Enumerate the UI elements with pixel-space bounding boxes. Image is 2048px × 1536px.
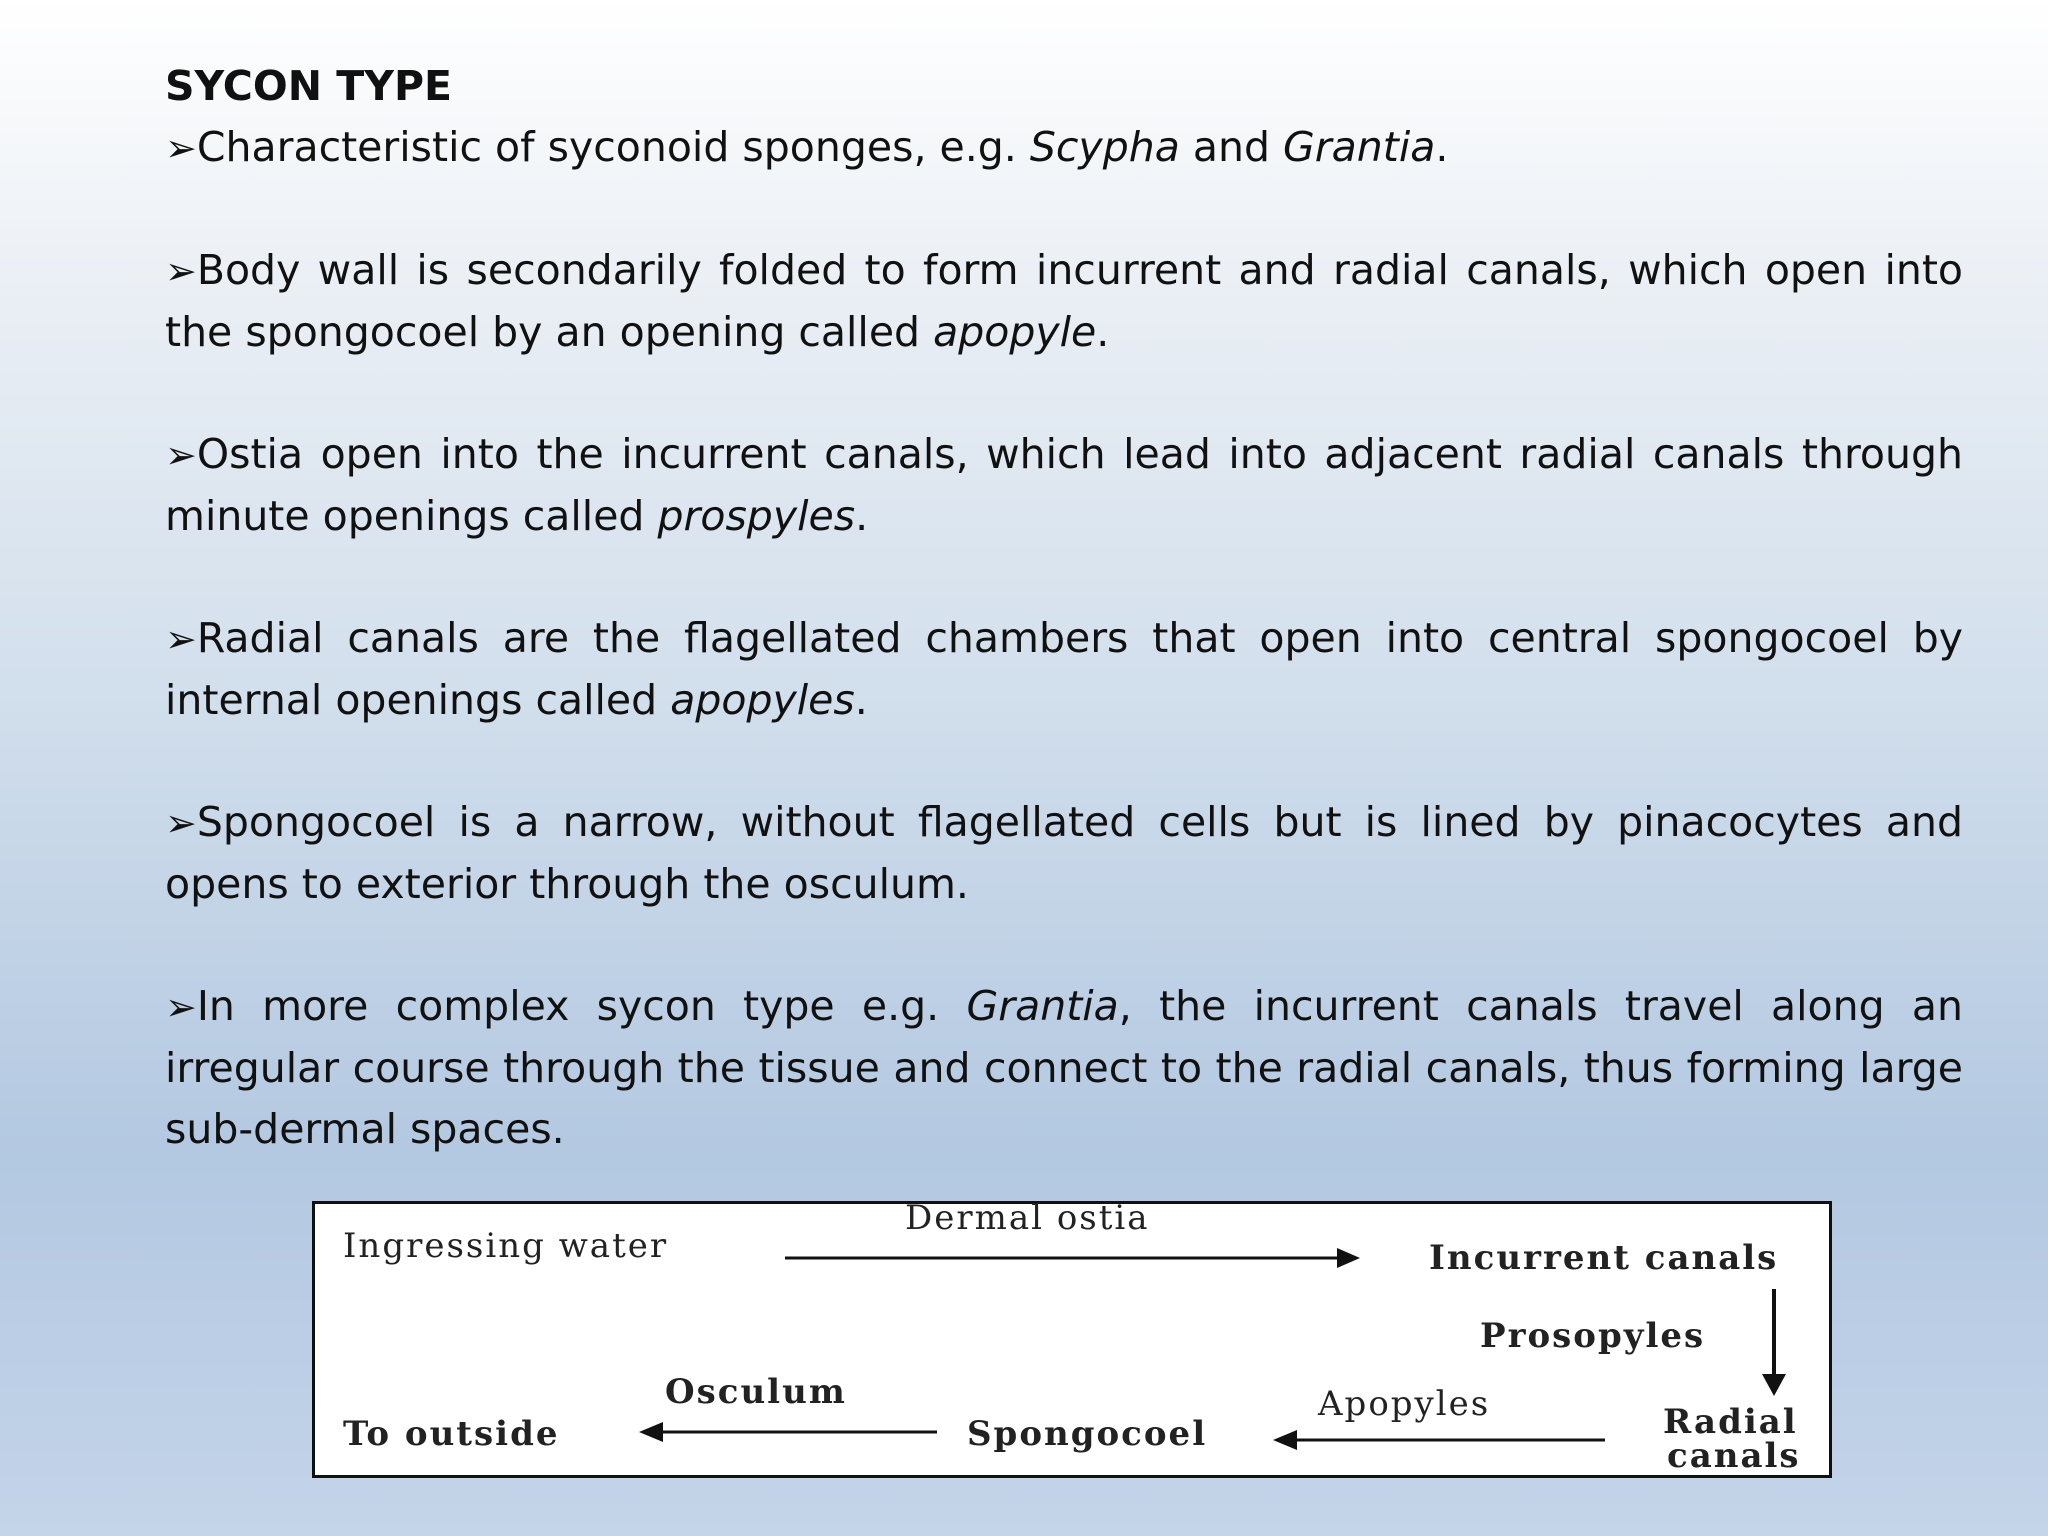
italic-term: Grantia: [1283, 123, 1436, 171]
to-outside-label: To outside: [343, 1414, 560, 1454]
spongocoel-label: Spongocoel: [967, 1414, 1208, 1454]
slide-content: [165, 56, 1963, 1160]
bullet-text: Spongocoel is a narrow, without flagellated cells but is lined by pinacocytes and opens to exterior through the osculum.: [165, 798, 1963, 908]
bullet-list: [165, 117, 1963, 1160]
arrowhead-right: [1337, 1248, 1360, 1268]
bullet-text: Radial canals are the flagellated chambers that open into central spongocoel by internal openings called: [165, 614, 1963, 724]
italic-term: apopyles: [670, 676, 855, 724]
bullet-text: .: [854, 676, 868, 724]
italic-term: Grantia: [966, 982, 1119, 1030]
bullet-arrow-icon: ➢: [165, 985, 197, 1029]
bullet-point: [165, 976, 1963, 1160]
bullet-point: [165, 608, 1963, 731]
dermal-ostia-label: Dermal ostia: [905, 1198, 1150, 1238]
bullet-text: and: [1179, 123, 1284, 171]
bullet-text: .: [1096, 308, 1110, 356]
incurrent-canals-label: Incurrent canals: [1429, 1238, 1779, 1278]
bullet-text: Body wall is secondarily folded to form incurrent and radial canals, which open into the spongocoel by an opening called: [165, 246, 1963, 356]
italic-term: prospyles: [657, 492, 856, 540]
bullet-text: Ostia open into the incurrent canals, which lead into adjacent radial canals through minute openings called: [165, 430, 1963, 540]
bullet-arrow-icon: ➢: [165, 249, 197, 293]
bullet-text: .: [855, 492, 869, 540]
bullet-arrow-icon: ➢: [165, 801, 197, 845]
bullet-arrow-icon: ➢: [165, 433, 197, 477]
radial-canals-label-line2: canals: [1667, 1436, 1801, 1476]
osculum-label: Osculum: [665, 1372, 847, 1412]
bullet-arrow-icon: ➢: [165, 617, 197, 661]
bullet-text: .: [1435, 123, 1449, 171]
bullet-point: [165, 240, 1963, 363]
bullet-point: [165, 792, 1963, 915]
bullet-text: , the incurrent canals travel along an irregular course through the tissue and connect to the radial canals, thus forming large sub-dermal spaces.: [165, 982, 1964, 1153]
bullet-arrow-icon: ➢: [165, 126, 197, 170]
italic-term: Scypha: [1029, 123, 1180, 171]
ingressing-water-label: Ingressing water: [343, 1226, 669, 1266]
slide-heading: SYCON TYPE: [165, 62, 452, 110]
italic-term: apopyle: [933, 308, 1097, 356]
bullet-point: [165, 117, 1963, 179]
bullet-point: [165, 424, 1963, 547]
apopyles-label: Apopyles: [1318, 1384, 1491, 1424]
prosopyles-label: Prosopyles: [1480, 1316, 1706, 1356]
arrowhead-left-2: [639, 1422, 663, 1442]
bullet-text: Characteristic of syconoid sponges, e.g.: [196, 123, 1030, 171]
arrowhead-down: [1762, 1374, 1786, 1396]
radial-canals-label-line1: Radial: [1663, 1402, 1798, 1442]
arrowhead-left-1: [1273, 1430, 1297, 1450]
water-flow-diagram: [312, 1198, 1832, 1478]
bullet-text: In more complex sycon type e.g.: [196, 982, 967, 1030]
